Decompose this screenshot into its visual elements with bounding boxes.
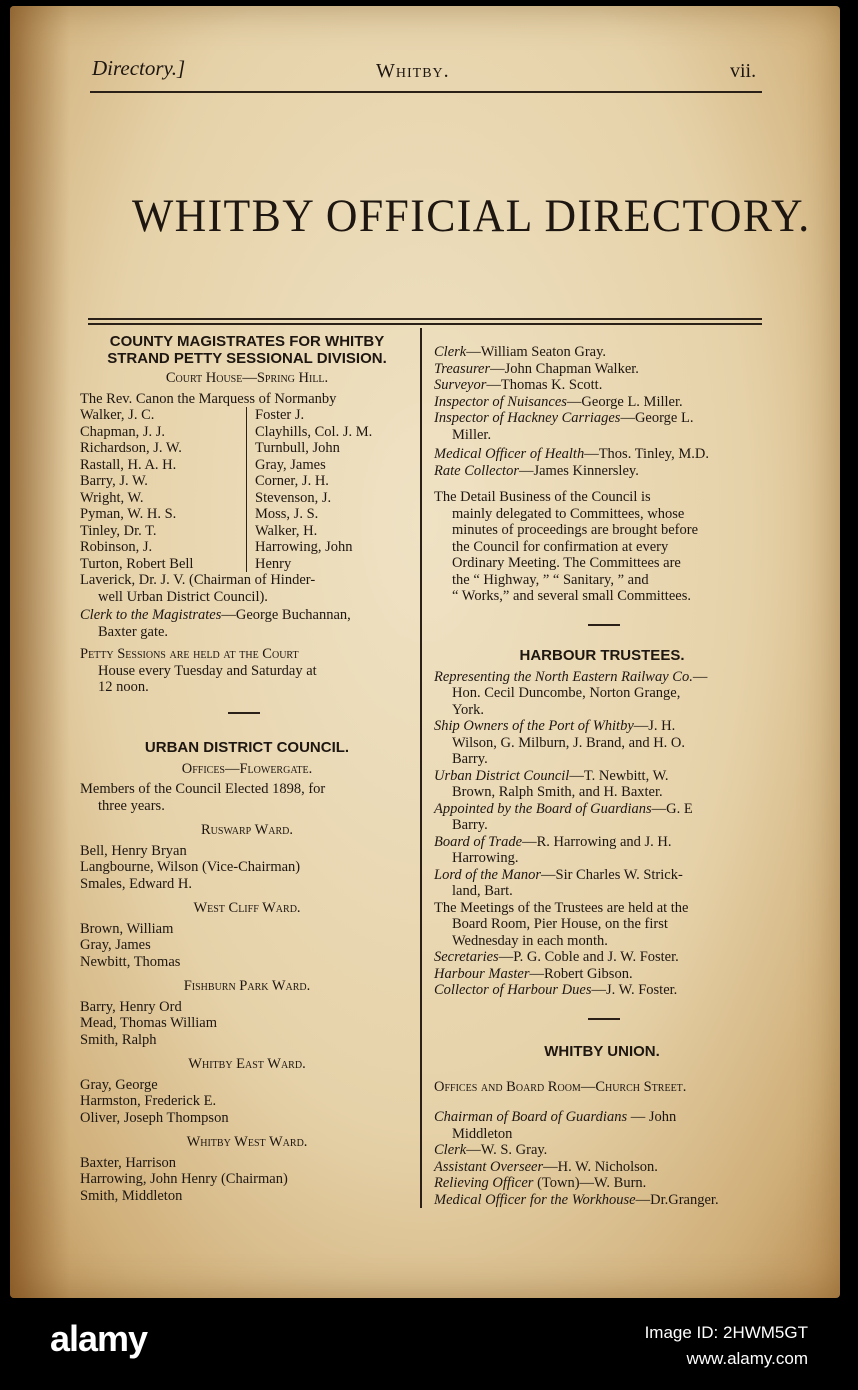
harbour-section — [434, 648, 770, 999]
ward-name: Whitby East Ward. — [188, 1056, 306, 1072]
officer-line-value: —George L. Miller. — [566, 393, 683, 410]
trustee-line — [434, 850, 770, 867]
council-member: Smith, Middleton — [80, 1187, 183, 1204]
trustee-line-value: Barry. — [452, 817, 488, 833]
column-separator — [246, 539, 247, 556]
council-member: Oliver, Joseph Thompson — [80, 1109, 229, 1126]
members-elected: Members of the Council Elected 1898, for — [80, 781, 326, 797]
harbour-officer-line-label: Collector of Harbour Dues — [434, 982, 592, 998]
magistrate-row — [80, 407, 414, 424]
council-member: Harrowing, John Henry (Chairman) — [80, 1171, 288, 1187]
magistrate-row — [80, 440, 414, 457]
trustee-line-value: —G. E — [651, 800, 693, 817]
trustee-line-label: Lord of the Manor — [434, 866, 542, 883]
page-title: WHITBY OFFICIAL DIRECTORY. — [132, 190, 811, 242]
ward-name: Whitby West Ward. — [186, 1134, 308, 1150]
business-line: mainly delegated to Committees, whose — [452, 505, 685, 522]
council-member: Smith, Ralph — [80, 1031, 157, 1048]
magistrate-name: Turton, Robert Bell — [80, 555, 194, 572]
business-paragraph — [434, 489, 770, 605]
trustee-line-value: Harrowing. — [452, 850, 519, 866]
magistrate-row — [80, 457, 414, 474]
section-divider — [228, 712, 260, 714]
magistrate-name: Pyman, W. H. S. — [80, 506, 177, 522]
magistrate-row — [80, 539, 414, 556]
harbour-heading: HARBOUR TRUSTEES. — [519, 647, 685, 664]
business-line: the “ Highway, ” “ Sanitary, ” and — [452, 571, 649, 588]
alamy-logo: alamy — [50, 1318, 148, 1359]
union-chairman: Chairman of Board of Guardians — John — [434, 1109, 677, 1125]
magistrate-name: Wright, W. — [80, 489, 144, 506]
normanby-line: The Rev. Canon the Marquess of Normanby — [80, 390, 337, 407]
harbour-officer-line — [434, 966, 770, 983]
magistrate-name: Rastall, H. A. H. — [80, 456, 177, 473]
meetings-line: Wednesday in each month. — [452, 932, 608, 949]
council-member: Barry, Henry Ord — [80, 998, 182, 1015]
udc-heading: URBAN DISTRICT COUNCIL. — [144, 739, 350, 756]
union-officer-line-label: Medical Officer for the Workhouse — [434, 1191, 636, 1208]
magistrate-name: Barry, J. W. — [80, 473, 148, 489]
harbour-officers — [434, 949, 770, 999]
magistrate-name: Chapman, J. J. — [80, 423, 165, 440]
running-head-left: Directory.] — [92, 56, 186, 80]
column-separator — [246, 440, 247, 457]
petty-sessions-3: 12 noon. — [98, 679, 149, 695]
court-house: Court House—Spring Hill. — [165, 370, 329, 386]
harbour-officer-line-value: —P. G. Coble and J. W. Foster. — [498, 949, 679, 965]
officer-line-label: Inspector of Hackney Carriages — [434, 410, 621, 426]
council-officers — [434, 344, 770, 427]
title-rule-bottom — [88, 323, 762, 325]
harbour-officer-line-label: Secretaries — [434, 949, 499, 965]
magistrates-heading: COUNTY MAGISTRATES FOR WHITBY — [109, 333, 385, 350]
union-officer-line — [434, 1142, 770, 1159]
harbour-officer-line-label: Harbour Master — [434, 965, 530, 982]
trustee-line-value: — — [692, 668, 708, 685]
business-line: “ Works,” and several small Committees. — [452, 588, 691, 604]
trustee-line-value: —Sir Charles W. Strick- — [541, 866, 683, 883]
union-officer-line-label: Relieving Officer — [434, 1175, 534, 1191]
trustee-line-value: Brown, Ralph Smith, and H. Baxter. — [452, 784, 663, 800]
union-section — [434, 1044, 770, 1208]
officer-line — [434, 394, 770, 411]
meetings-line: Board Room, Pier House, on the first — [452, 916, 668, 932]
medical-officer: Medical Officer of Health—Thos. Tinley, M.D. — [434, 446, 709, 462]
clerk-to-magistrates: Clerk to the Magistrates—George Buchannan, — [80, 607, 351, 623]
trustee-line-label: Representing the North Eastern Railway Co. — [434, 668, 693, 685]
council-member: Gray, George — [80, 1076, 158, 1093]
magistrate-name: Harrowing, John — [255, 539, 353, 555]
council-member: Bell, Henry Bryan — [80, 842, 187, 859]
column-separator — [246, 506, 247, 523]
clerk-address: Baxter gate. — [98, 623, 169, 640]
magistrates-heading-2: STRAND PETTY SESSIONAL DIVISION. — [107, 349, 387, 367]
council-member: Baxter, Harrison — [80, 1154, 177, 1171]
magistrate-row — [80, 490, 414, 507]
magistrate-name: Richardson, J. W. — [80, 440, 182, 456]
magistrate-name: Walker, J. C. — [80, 407, 155, 423]
business-line: Ordinary Meeting. The Committees are — [452, 555, 681, 571]
image-id — [645, 1320, 808, 1372]
laverick-line-2: well Urban District Council). — [98, 588, 268, 605]
ward-name: Ruswarp Ward. — [200, 822, 294, 838]
union-officer-line — [434, 1175, 770, 1192]
column-separator — [246, 523, 247, 540]
miller-line: Miller. — [452, 426, 492, 443]
union-officers — [434, 1142, 770, 1208]
petty-sessions-2: House every Tuesday and Saturday at — [98, 662, 317, 679]
ward-name: Fishburn Park Ward. — [183, 978, 311, 994]
council-member: Gray, James — [80, 937, 151, 953]
magistrate-name: Henry — [255, 555, 292, 572]
trustee-line — [434, 685, 770, 702]
union-officer-line-label: Clerk — [434, 1142, 467, 1158]
trustee-line — [434, 702, 770, 719]
union-chairman-2: Middleton — [452, 1125, 513, 1142]
site-url: www.alamy.com — [686, 1349, 808, 1368]
trustee-line-value: —J. H. — [633, 718, 676, 734]
harbour-officer-line — [434, 949, 770, 966]
union-heading: WHITBY UNION. — [544, 1043, 660, 1060]
udc-section — [80, 740, 414, 1204]
magistrate-name: Turnbull, John — [255, 440, 340, 456]
section-divider-3 — [588, 1018, 620, 1020]
column-separator — [246, 556, 247, 573]
trustee-line — [434, 867, 770, 884]
column-rule — [420, 328, 422, 1208]
magistrate-name: Clayhills, Col. J. M. — [255, 423, 373, 440]
council-member: Mead, Thomas William — [80, 1015, 218, 1031]
trustee-line — [434, 735, 770, 752]
column-separator — [246, 424, 247, 441]
trustee-line-value: land, Bart. — [452, 883, 513, 899]
trustee-line-label: Urban District Council — [434, 767, 570, 784]
trustee-line-value: York. — [452, 701, 484, 718]
trustee-line-value: Hon. Cecil Duncombe, Norton Grange, — [452, 685, 681, 701]
officer-line-label: Treasurer — [434, 360, 491, 377]
magistrate-name: Tinley, Dr. T. — [80, 522, 157, 539]
magistrate-name: Corner, J. H. — [255, 473, 329, 489]
union-officer-line-value: —H. W. Nicholson. — [543, 1158, 658, 1175]
officer-line-label: Clerk — [434, 344, 467, 360]
header-rule — [90, 91, 762, 93]
rate-collector: Rate Collector—James Kinnersley. — [434, 462, 639, 479]
trustee-line — [434, 801, 770, 818]
trustee-line-value: —R. Harrowing and J. H. — [522, 833, 672, 850]
trustee-line — [434, 669, 770, 686]
magistrate-name: Walker, H. — [255, 522, 318, 539]
trustee-line — [434, 834, 770, 851]
officer-line — [434, 361, 770, 378]
council-member: Harmston, Frederick E. — [80, 1093, 217, 1109]
council-member: Smales, Edward H. — [80, 875, 192, 892]
trustee-line — [434, 817, 770, 834]
magistrate-row — [80, 523, 414, 540]
officer-line — [434, 410, 770, 427]
magistrate-row — [80, 473, 414, 490]
harbour-officer-line-value: —Robert Gibson. — [529, 965, 633, 982]
right-column — [434, 344, 770, 605]
council-member: Newbitt, Thomas — [80, 953, 181, 970]
officer-line-value: —Thomas K. Scott. — [486, 377, 603, 393]
officer-line — [434, 377, 770, 394]
union-officer-line — [434, 1159, 770, 1176]
title-rule-top — [88, 318, 762, 320]
union-officer-line-value: (Town)—W. Burn. — [533, 1175, 647, 1191]
officer-line — [434, 344, 770, 361]
column-separator — [246, 473, 247, 490]
udc-offices: Offices—Flowergate. — [181, 760, 313, 777]
magistrate-row — [80, 556, 414, 573]
council-member: Brown, William — [80, 920, 174, 937]
union-offices: Offices and Board Room—Church Street. — [434, 1078, 687, 1095]
left-column — [80, 334, 414, 696]
harbour-officer-line-value: —J. W. Foster. — [591, 982, 678, 998]
magistrate-name: Stevenson, J. — [255, 489, 332, 506]
magistrates-list — [80, 407, 414, 572]
magistrate-name: Robinson, J. — [80, 539, 153, 555]
image-id-text: Image ID: 2HWM5GT — [644, 1323, 808, 1342]
trustee-line-label: Ship Owners of the Port of Whitby — [434, 718, 634, 734]
union-officer-line-label: Assistant Overseer — [434, 1158, 544, 1175]
page-number: vii. — [730, 60, 757, 82]
column-separator — [246, 457, 247, 474]
trustee-line — [434, 768, 770, 785]
directory-page — [10, 6, 840, 1298]
union-officer-line-value: —Dr.Granger. — [635, 1191, 719, 1208]
meetings-line: The Meetings of the Trustees are held at the — [434, 899, 689, 916]
trustee-line-value: Barry. — [452, 751, 488, 767]
business-line: the Council for confirmation at every — [452, 538, 669, 555]
running-head-center: Whitby. — [376, 60, 450, 82]
officer-line-value: —William Seaton Gray. — [466, 344, 607, 360]
union-officer-line — [434, 1192, 770, 1209]
trustee-line-label: Appointed by the Board of Guardians — [434, 800, 652, 817]
trustee-line — [434, 718, 770, 735]
petty-sessions: Petty Sessions are held at the Court — [80, 646, 299, 662]
magistrate-name: Foster J. — [255, 407, 305, 423]
trustee-line-value: Wilson, G. Milburn, J. Brand, and H. O. — [452, 734, 686, 751]
business-line: minutes of proceedings are brought before — [452, 522, 699, 538]
laverick-line: Laverick, Dr. J. V. (Chairman of Hinder- — [80, 572, 316, 588]
business-line: The Detail Business of the Council is — [434, 489, 651, 505]
magistrate-name: Gray, James — [255, 456, 326, 473]
officer-line-label: Surveyor — [434, 377, 487, 393]
trustee-line-value: —T. Newbitt, W. — [569, 767, 669, 784]
trustee-line-label: Board of Trade — [434, 833, 523, 850]
column-separator — [246, 407, 247, 424]
section-divider-2 — [588, 624, 620, 626]
magistrate-name: Moss, J. S. — [255, 506, 319, 522]
ward-list — [80, 822, 414, 1204]
harbour-trustees-list — [434, 669, 770, 900]
trustee-line — [434, 751, 770, 768]
union-officer-line-value: —W. S. Gray. — [466, 1142, 548, 1158]
ward-name: West Cliff Ward. — [193, 900, 301, 916]
meetings-paragraph — [434, 900, 770, 950]
trustee-line — [434, 883, 770, 900]
officer-line-value: —George L. — [620, 410, 694, 426]
members-elected-2: three years. — [98, 797, 165, 814]
harbour-officer-line — [434, 982, 770, 999]
magistrate-row — [80, 506, 414, 523]
trustee-line — [434, 784, 770, 801]
officer-line-label: Inspector of Nuisances — [434, 393, 567, 410]
magistrate-row — [80, 424, 414, 441]
column-separator — [246, 490, 247, 507]
officer-line-value: —John Chapman Walker. — [490, 360, 639, 377]
council-member: Langbourne, Wilson (Vice-Chairman) — [80, 859, 301, 875]
